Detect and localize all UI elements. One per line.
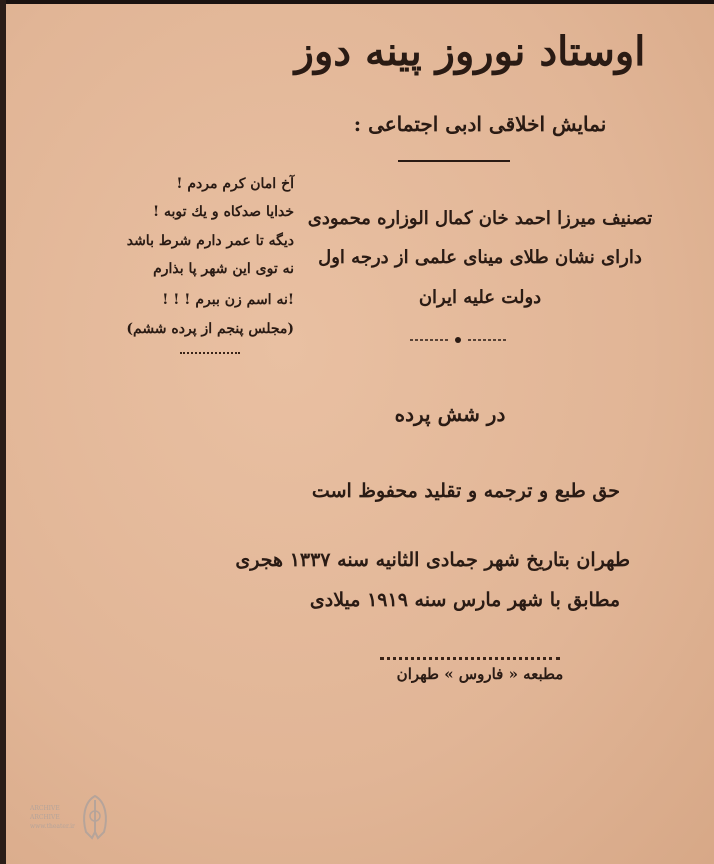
ornament-divider-icon — [408, 334, 508, 346]
title-divider — [398, 160, 510, 162]
author-line: دولت علیه ایران — [418, 287, 542, 308]
verse-line: خدایا صدکاه و یك توبه ! — [152, 204, 294, 220]
page-subtitle: نمایش اخلاقی ادبی اجتماعی : — [353, 112, 607, 136]
verse-source: (مجلس پنجم از پرده ششم) — [126, 321, 294, 337]
verse-divider — [180, 352, 240, 354]
verse-line: !نه اسم زن ببرم ! ! ! — [162, 292, 294, 308]
verse-line: نه توی این شهر پا بذارم — [153, 261, 294, 277]
page-title: اوستاد نوروز پینه دوز — [294, 28, 646, 75]
theater-archive-logo-icon — [74, 792, 116, 842]
verse-line: آخ امان کرم مردم ! — [176, 176, 294, 192]
author-line: تصنیف میرزا احمد خان کمال الوزاره محمودی — [307, 208, 653, 229]
watermark-text: ARCHIVE ARCHIVE www.theater.ir — [30, 805, 75, 830]
scan-edge-left — [0, 0, 6, 864]
press-name: مطبعه « فاروس » طهران — [396, 665, 564, 683]
scan-edge-top — [0, 0, 714, 4]
date-line: مطابق با شهر مارس سنه ۱۹۱۹ میلادی — [309, 589, 621, 611]
press-divider — [380, 657, 560, 660]
acts-note: در شش پرده — [394, 402, 506, 426]
date-line: طهران بتاریخ شهر جمادی الثانیه سنه ۱۳۳۷ هجری — [235, 549, 630, 571]
author-line: دارای نشان طلای مینای علمی از درجه اول — [318, 247, 642, 268]
verse-line: دیگه تا عمر دارم شرط باشد — [126, 233, 294, 249]
rights-notice: حق طبع و ترجمه و تقلید محفوظ است — [311, 480, 620, 502]
